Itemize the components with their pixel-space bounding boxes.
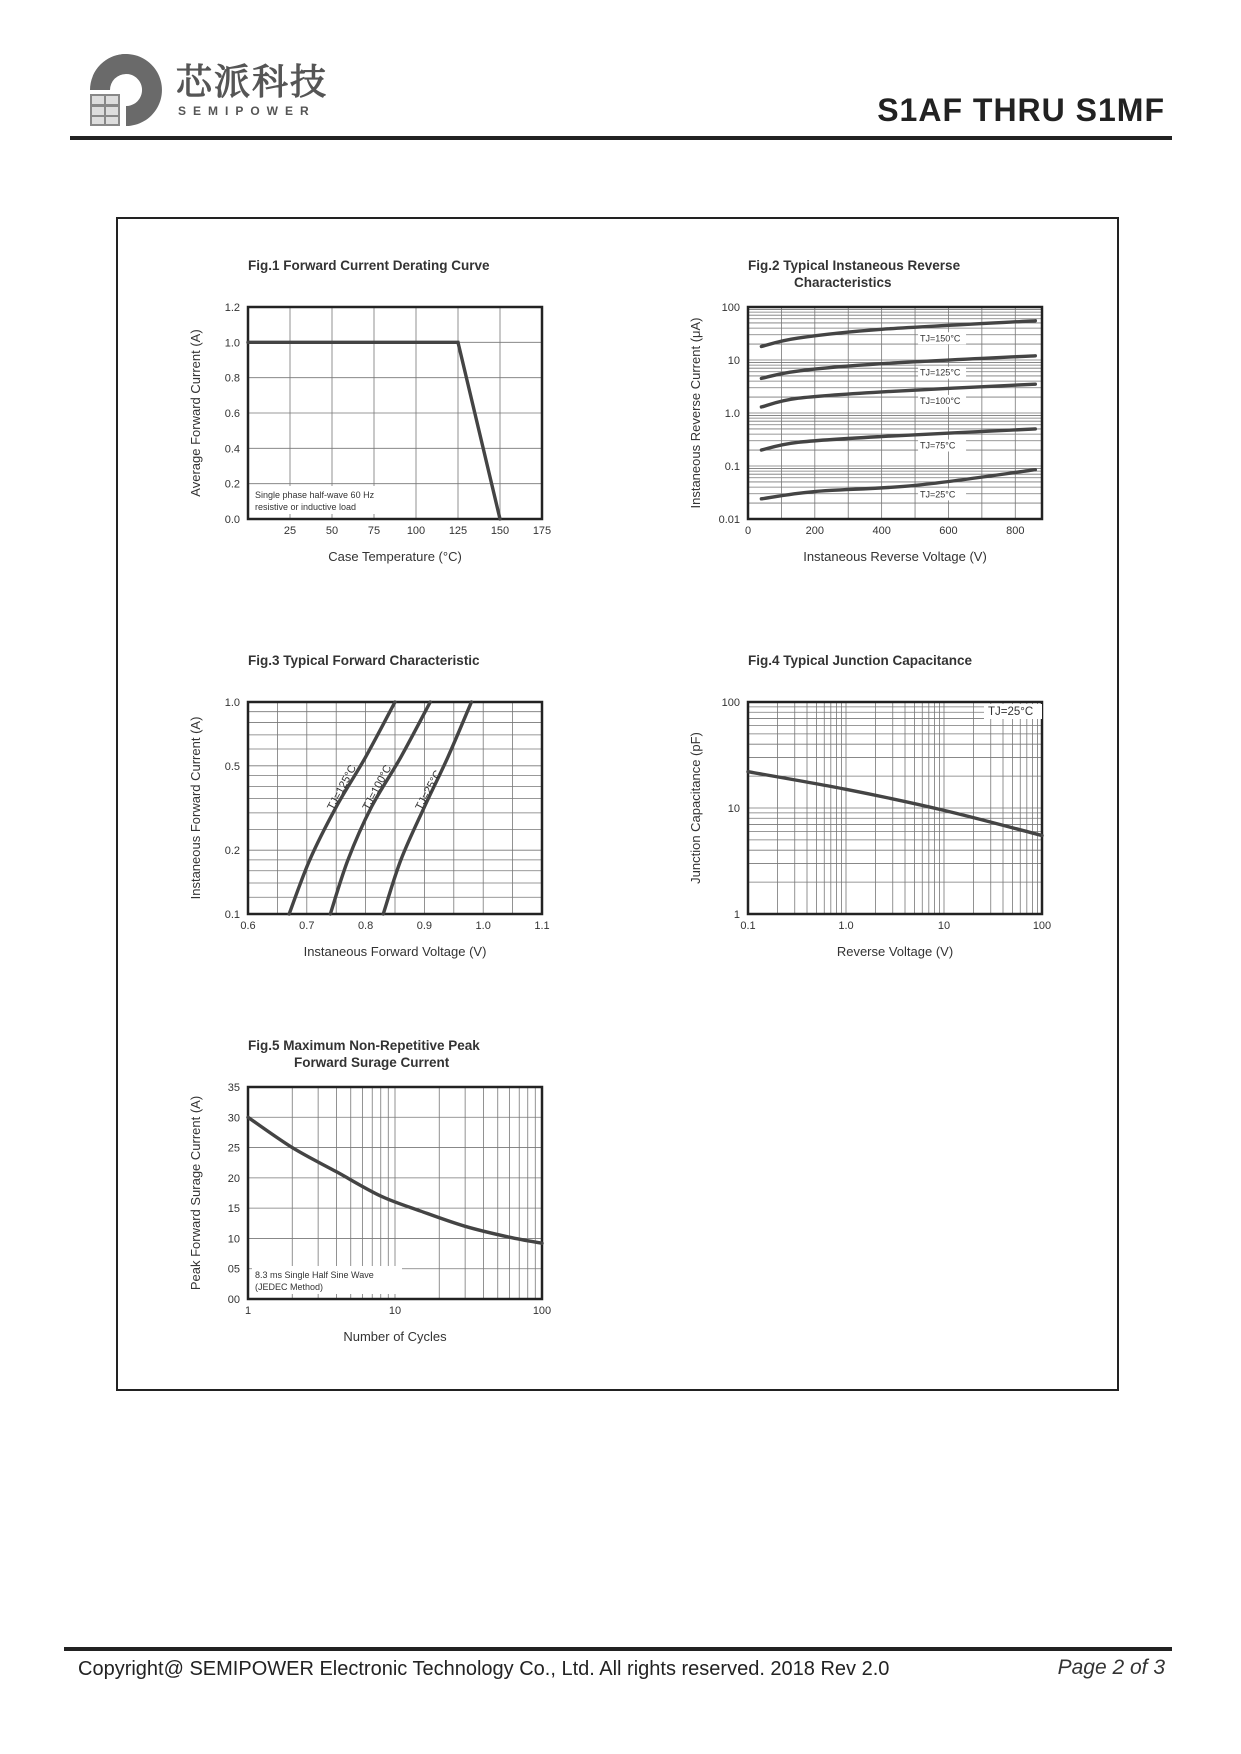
x-axis-label: Case Temperature (°C) bbox=[328, 549, 462, 564]
x-tick-label: 1 bbox=[244, 1305, 252, 1317]
x-tick-label: 0.7 bbox=[299, 920, 315, 932]
x-tick-label: 800 bbox=[1006, 525, 1025, 537]
x-axis-label: Number of Cycles bbox=[343, 1329, 447, 1344]
y-axis-label: Junction Capacitance (pF) bbox=[688, 732, 703, 884]
x-tick-label: 200 bbox=[805, 525, 824, 537]
x-axis-label: Instaneous Forward Voltage (V) bbox=[303, 944, 487, 959]
series-label: TJ=150°C bbox=[920, 333, 961, 344]
y-tick-label: 0.01 bbox=[718, 514, 740, 526]
y-tick-label: 1 bbox=[733, 909, 740, 921]
annotation-text: 8.3 ms Single Half Sine Wave bbox=[255, 1270, 374, 1280]
y-tick-label: 0.2 bbox=[224, 478, 240, 491]
chart-title: Fig.4 Typical Junction Capacitance bbox=[748, 653, 973, 668]
semipower-logo-icon bbox=[86, 50, 166, 130]
part-number-range: S1AF THRU S1MF bbox=[877, 92, 1165, 128]
x-tick-label: 0 bbox=[744, 525, 752, 537]
y-tick-label: 0.1 bbox=[724, 461, 740, 473]
annotation-text: (JEDEC Method) bbox=[255, 1282, 324, 1292]
y-tick-label: 20 bbox=[227, 1172, 240, 1185]
y-tick-label: 30 bbox=[227, 1112, 240, 1125]
y-tick-label: 1.2 bbox=[224, 302, 240, 314]
chart-title: Fig.3 Typical Forward Characteristic bbox=[248, 653, 480, 668]
x-tick-label: 75 bbox=[367, 525, 381, 537]
annotation-text: resistive or inductive load bbox=[255, 502, 357, 512]
y-tick-label: 10 bbox=[727, 355, 740, 367]
x-tick-label: 175 bbox=[532, 525, 552, 537]
chart-title: Characteristics bbox=[794, 275, 892, 290]
series-line bbox=[761, 356, 1035, 379]
y-tick-label: 10 bbox=[227, 1233, 240, 1246]
x-tick-label: 10 bbox=[937, 920, 951, 932]
y-tick-label: 1.0 bbox=[224, 337, 240, 350]
series-label: TJ=25°C bbox=[413, 768, 445, 813]
x-tick-label: 100 bbox=[1032, 920, 1052, 932]
y-tick-label: 35 bbox=[227, 1082, 240, 1094]
y-tick-label: 05 bbox=[227, 1263, 240, 1276]
footer-copyright: Copyright@ SEMIPOWER Electronic Technology Co., Ltd. All rights reserved. 2018 Rev 2.0 bbox=[78, 1658, 890, 1680]
x-tick-label: 100 bbox=[532, 1305, 552, 1317]
chart-title: Fig.2 Typical Instaneous Reverse bbox=[748, 258, 961, 273]
x-tick-label: 10 bbox=[388, 1305, 402, 1317]
fig1-chart bbox=[180, 250, 580, 580]
y-tick-label: 0.1 bbox=[224, 909, 240, 921]
x-tick-label: 25 bbox=[283, 525, 297, 537]
y-tick-label: 25 bbox=[227, 1142, 240, 1155]
company-logo bbox=[86, 50, 348, 130]
chart-title: Fig.5 Maximum Non-Repetitive Peak bbox=[248, 1038, 480, 1053]
y-tick-label: 0.2 bbox=[224, 845, 240, 858]
x-tick-label: 400 bbox=[872, 525, 891, 537]
x-tick-label: 50 bbox=[325, 525, 339, 537]
header-rule bbox=[70, 136, 1172, 140]
y-tick-label: 100 bbox=[721, 697, 740, 709]
x-tick-label: 0.6 bbox=[240, 920, 256, 932]
series-label: TJ=125°C bbox=[920, 367, 961, 378]
company-name-cn: 芯派科技 bbox=[176, 62, 329, 103]
y-tick-label: 0.8 bbox=[224, 372, 240, 385]
x-axis-label: Reverse Voltage (V) bbox=[836, 944, 954, 959]
x-tick-label: 1.0 bbox=[838, 920, 854, 932]
series-line bbox=[383, 702, 471, 914]
y-tick-label: 100 bbox=[721, 302, 740, 314]
series-label: TJ=100°C bbox=[360, 763, 395, 813]
y-axis-label: Instaneous Reverse Current (μA) bbox=[688, 317, 703, 509]
y-axis-label: Average Forward Current (A) bbox=[188, 329, 203, 497]
x-tick-label: 0.9 bbox=[416, 920, 433, 932]
series-line bbox=[748, 772, 1042, 836]
y-tick-label: 0.5 bbox=[224, 760, 240, 773]
y-tick-label: 15 bbox=[227, 1203, 240, 1216]
footer-rule bbox=[64, 1647, 1172, 1651]
chart-title: Forward Surage Current bbox=[294, 1055, 450, 1070]
series-label: TJ=125°C bbox=[325, 763, 360, 813]
chart-title: Fig.1 Forward Current Derating Curve bbox=[248, 258, 490, 273]
footer-page-number: Page 2 of 3 bbox=[1057, 1656, 1165, 1679]
y-axis-label: Peak Forward Surage Current (A) bbox=[188, 1095, 203, 1291]
y-tick-label: 1.0 bbox=[724, 408, 740, 420]
y-tick-label: 0.6 bbox=[224, 408, 240, 420]
fig4-chart bbox=[680, 645, 1080, 975]
fig2-chart bbox=[680, 250, 1080, 580]
x-tick-label: 150 bbox=[490, 525, 510, 537]
series-line bbox=[289, 702, 395, 914]
company-name-en: SEMIPOWER bbox=[178, 104, 316, 118]
series-line bbox=[761, 429, 1035, 450]
series-label: TJ=25°C bbox=[920, 489, 956, 500]
x-tick-label: 0.1 bbox=[740, 920, 756, 932]
y-tick-label: 0.4 bbox=[224, 443, 240, 456]
annotation-text: TJ=25°C bbox=[988, 706, 1034, 718]
x-tick-label: 100 bbox=[406, 525, 426, 537]
y-tick-label: 10 bbox=[727, 803, 740, 815]
series-label: TJ=100°C bbox=[920, 395, 961, 406]
y-tick-label: 1.0 bbox=[224, 697, 240, 709]
x-tick-label: 125 bbox=[448, 525, 468, 537]
fig3-chart bbox=[180, 645, 580, 975]
fig5-chart bbox=[180, 1030, 580, 1360]
y-tick-label: 0.0 bbox=[224, 514, 240, 526]
y-tick-label: 00 bbox=[227, 1294, 240, 1306]
y-axis-label: Instaneous Forward Current (A) bbox=[188, 716, 203, 900]
x-tick-label: 600 bbox=[939, 525, 958, 537]
x-tick-label: 1.0 bbox=[475, 920, 491, 932]
annotation-text: Single phase half-wave 60 Hz bbox=[255, 490, 375, 500]
series-label: TJ=75°C bbox=[920, 440, 956, 451]
x-tick-label: 1.1 bbox=[534, 920, 550, 932]
x-axis-label: Instaneous Reverse Voltage (V) bbox=[803, 549, 987, 564]
series-line bbox=[761, 321, 1035, 347]
x-tick-label: 0.8 bbox=[357, 920, 374, 932]
